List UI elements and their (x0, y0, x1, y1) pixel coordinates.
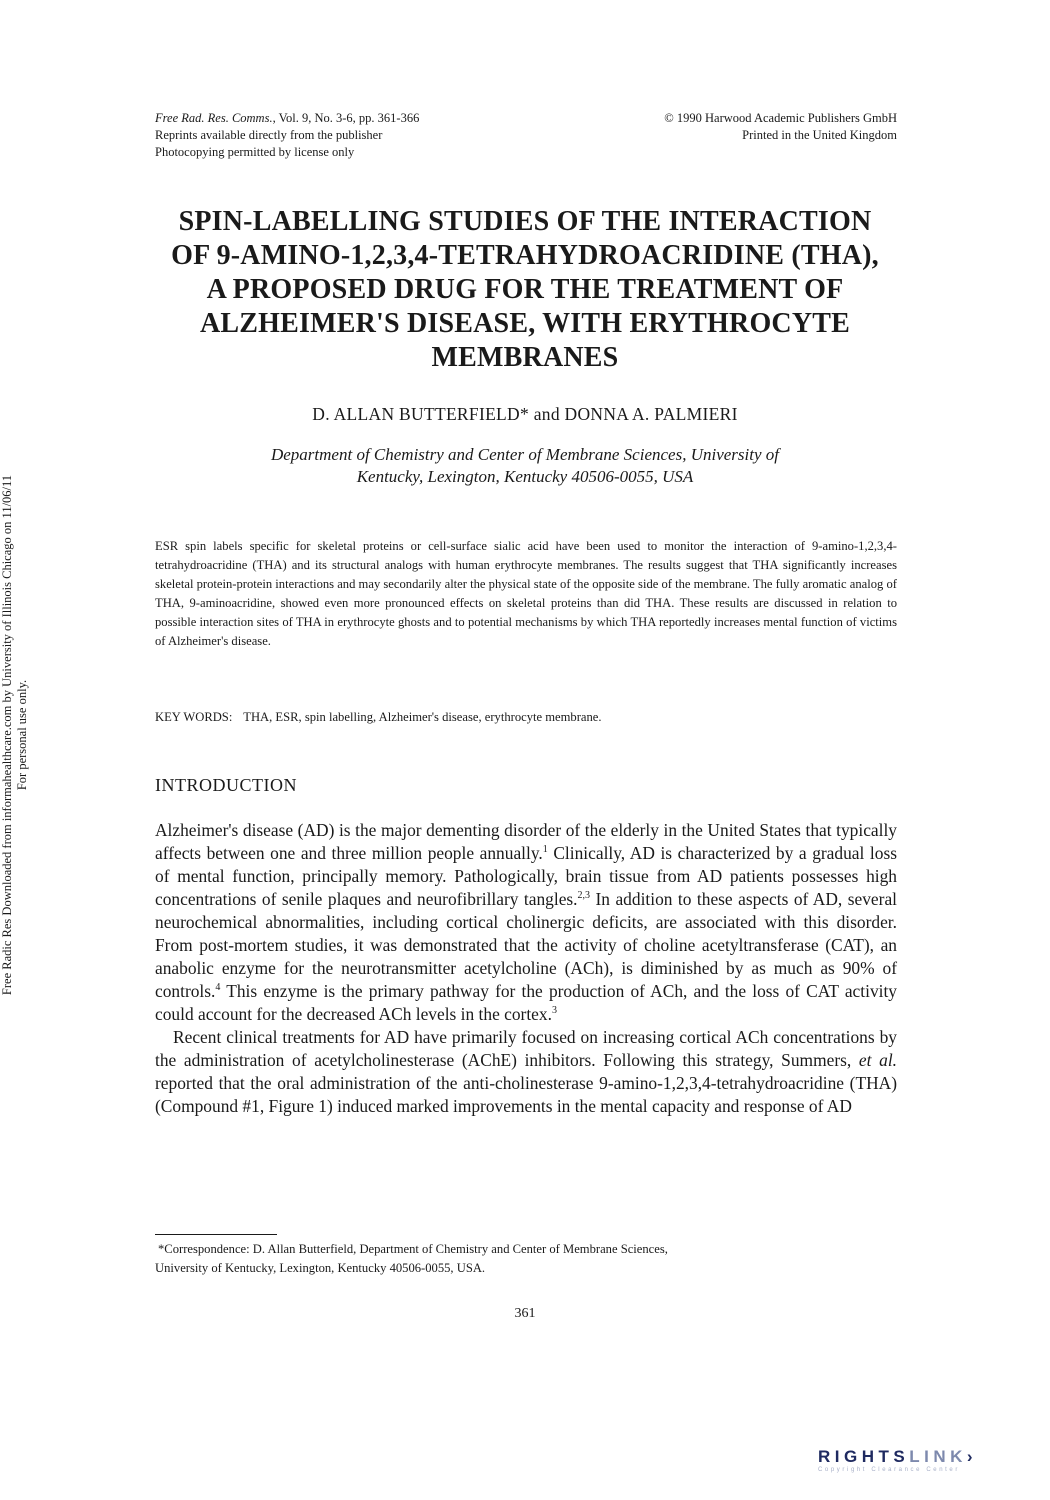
side-watermark-line1: Free Radic Res Downloaded from informahealthcare.com by University of Illinois Chicago on 11/06/11 (0, 474, 14, 996)
footnote-line1: *Correspondence: D. Allan Butterfield, Department of Chemistry and Center of Membrane Sciences, (158, 1242, 668, 1256)
rightslink-logo[interactable] (818, 1448, 1033, 1488)
article-title (120, 205, 930, 375)
side-watermark-line2: For personal use only. (15, 679, 29, 791)
keywords-label: KEY WORDS: (155, 710, 233, 724)
logo-rights: RIGHTS (818, 1447, 910, 1466)
footnote-rule (155, 1234, 277, 1235)
photocopy-note: Photocopying permitted by license only (155, 145, 355, 159)
affiliation (150, 444, 900, 488)
body-text-segment: Recent clinical treatments for AD have primarily focused on increasing cortical ACh concentrations by the administration of acetylcholinesterase (AChE) inhibitors. Following this strategy, Summers, (155, 1027, 897, 1070)
et-al: et al. (858, 1050, 897, 1070)
title-line: OF 9-AMINO-1,2,3,4-TETRAHYDROACRIDINE (THA), (171, 240, 879, 271)
journal-volume: , Vol. 9, No. 3-6, pp. 361-366 (272, 111, 420, 125)
title-line: SPIN-LABELLING STUDIES OF THE INTERACTION (178, 206, 872, 237)
footnote-line2: University of Kentucky, Lexington, Kentucky 40506-0055, USA. (155, 1261, 486, 1275)
body-text-segment: Clinically, AD is characterized by a gradual loss of mental function, principally memory. Pathologically, brain tissue from AD patients possesses high concentrations of senile plaques and neurofibrillary tangles. (155, 843, 897, 909)
affiliation-line2: Kentucky, Lexington, Kentucky 40506-0055, USA (356, 467, 694, 486)
keywords-text: THA, ESR, spin labelling, Alzheimer's disease, erythrocyte membrane. (243, 710, 602, 724)
journal-citation (155, 110, 419, 161)
body-text (155, 819, 897, 1118)
page-number: 361 (514, 1306, 536, 1321)
abstract: ESR spin labels specific for skeletal proteins or cell-surface sialic acid have been used to monitor the interaction of 9-amino-1,2,3,4-tetrahydroacridine (THA) and its structural analogs with human erythrocyte membranes. The results suggest that THA significantly increases skeletal protein-protein interactions and may secondarily alter the physical state of the opposite side of the membrane. The fully aromatic analog of THA, 9-aminoacridine, showed even more pronounced effects on skeletal proteins than did THA. These results are discussed in relation to possible interaction sites of THA in erythrocyte ghosts and to potential mechanisms by which THA reportedly increases mental function of victims of Alzheimer's disease. (155, 539, 897, 648)
citation-ref: 4 (215, 982, 221, 993)
copyright-line: © 1990 Harwood Academic Publishers GmbH (664, 111, 897, 125)
logo-subtext: Copyright Clearance Center (818, 1467, 960, 1473)
paragraph (155, 819, 897, 1026)
body-text-segment: This enzyme is the primary pathway for the production of ACh, and the loss of CAT activity could account for the decreased ACh levels in the cortex. (155, 981, 897, 1024)
keywords (155, 708, 897, 727)
title-line: MEMBRANES (431, 342, 619, 373)
printed-line: Printed in the United Kingdom (742, 128, 897, 142)
paragraph (155, 1026, 897, 1118)
logo-arrows-icon: › (966, 1447, 978, 1466)
body-text-segment: In addition to these aspects of AD, several neurochemical abnormalities, including cortical cholinergic deficits, are associated with this disorder. From post-mortem studies, it was demonstrated that the activity of choline acetyltransferase (CAT), an anabolic enzyme for the neurotransmitter acetylcholine (ACh), is diminished by as much as 90% of controls. (155, 889, 897, 1001)
section-heading: INTRODUCTION (155, 775, 297, 795)
citation-ref: 3 (551, 1005, 557, 1016)
authors: D. ALLAN BUTTERFIELD* and DONNA A. PALMIERI (312, 404, 738, 424)
affiliation-line1: Department of Chemistry and Center of Membrane Sciences, University of (270, 445, 779, 464)
body-text-segment: Alzheimer's disease (AD) is the major dementing disorder of the elderly in the United States that typically affects between one and three million people annually. (155, 820, 897, 863)
journal-name: Free Rad. Res. Comms. (155, 111, 273, 125)
reprints-note: Reprints available directly from the publisher (155, 128, 383, 142)
logo-link: LINK (909, 1447, 967, 1466)
footnote (155, 1240, 897, 1278)
title-line: ALZHEIMER'S DISEASE, WITH ERYTHROCYTE (199, 308, 851, 339)
citation-ref: 1 (542, 844, 548, 855)
citation-ref: 2,3 (577, 890, 591, 901)
copyright-block (664, 110, 897, 144)
title-line: A PROPOSED DRUG FOR THE TREATMENT OF (206, 274, 844, 305)
body-text-segment: reported that the oral administration of the anti-cholinesterase 9-amino-1,2,3,4-tetrahydroacridine (THA) (Compound #1, Figure 1) induced marked improvements in the mental capacity and response of AD (155, 1073, 897, 1116)
